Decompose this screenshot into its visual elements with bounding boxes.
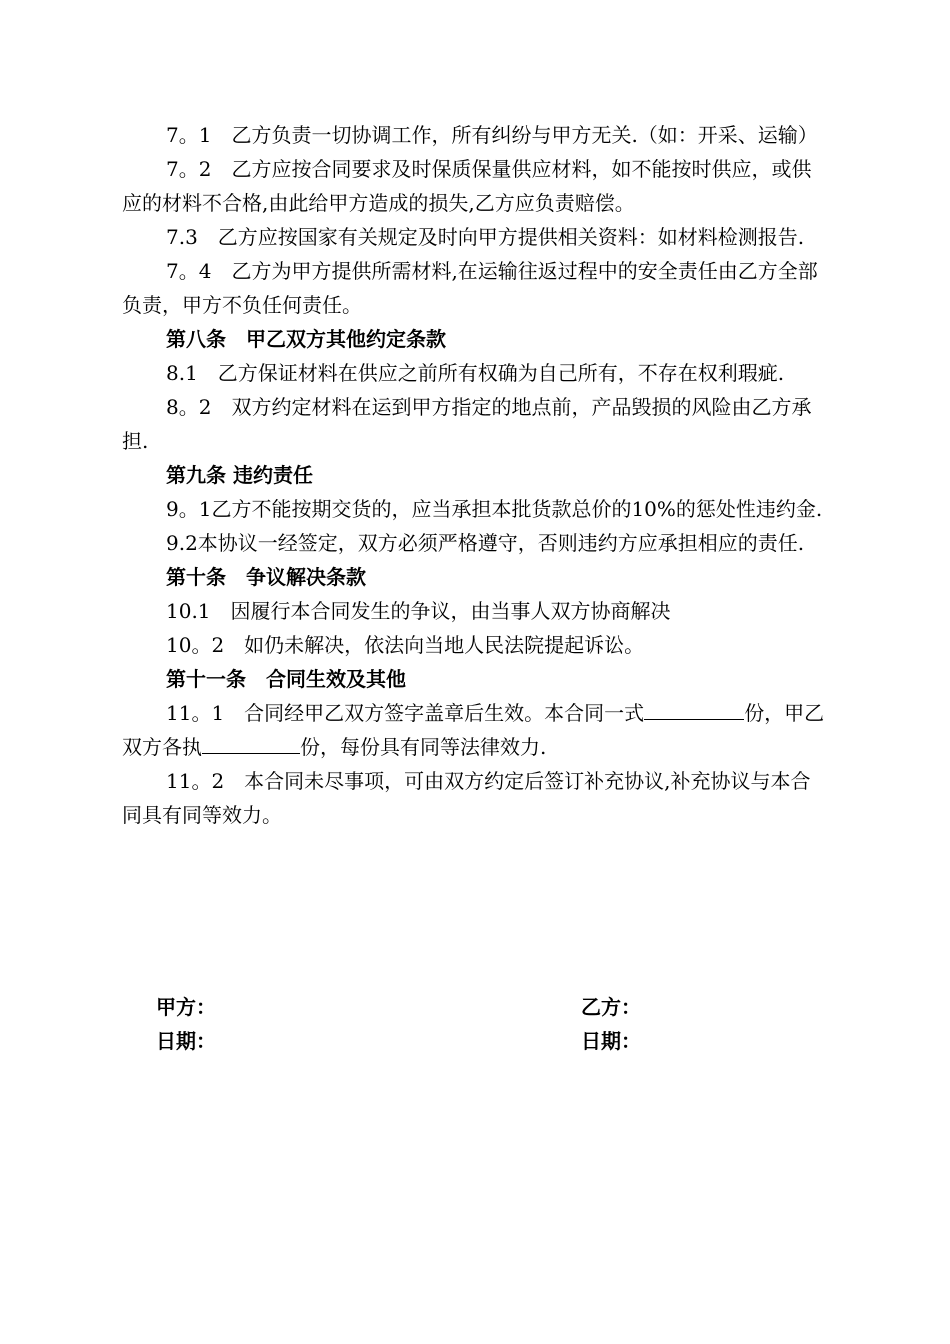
date-b-label: 日期： [581,1029,641,1053]
clause-9-1: 9。1乙方不能按期交货的，应当承担本批货款总价的10%的惩处性违约金. [166,497,823,521]
clause-7-1: 7。1 乙方负责一切协调工作，所有纠纷与甲方无关.（如：开采、运输） [166,123,818,147]
clause-11-2: 11。2 本合同未尽事项，可由双方约定后签订补充协议,补充协议与本合同具有同等效力。 [122,769,811,827]
clause-10-1: 10.1 因履行本合同发生的争议，由当事人双方协商解决 [166,599,671,623]
clause-11-1-part2: 份，甲乙双方各执 [122,701,825,759]
clause-9-2: 9.2本协议一经签定，双方必须严格遵守，否则违约方应承担相应的责任. [166,531,805,555]
clause-11-1-part1: 11。1 合同经甲乙双方签字盖章后生效。本合同一式 [166,701,645,725]
copies-each-blank[interactable] [202,733,300,754]
clause-8-1: 8.1 乙方保证材料在供应之前所有权确为自己所有，不存在权利瑕疵. [166,361,785,385]
party-a-label: 甲方： [156,995,216,1019]
clause-7-3: 7.3 乙方应按国家有关规定及时向甲方提供相关资料：如材料检测报告. [166,225,805,249]
party-b-label: 乙方： [581,995,641,1019]
article-8-heading: 第八条 甲乙双方其他约定条款 [166,327,446,351]
clause-11-1-part3: 份，每份具有同等法律效力. [300,735,547,759]
article-10-heading: 第十条 争议解决条款 [166,565,366,589]
clause-7-4: 7。4 乙方为甲方提供所需材料,在运输往返过程中的安全责任由乙方全部负责，甲方不负任何责任。 [122,259,818,317]
clause-8-2: 8。2 双方约定材料在运到甲方指定的地点前，产品毁损的风险由乙方承担. [122,395,812,453]
contract-body [122,118,828,832]
clause-7-2: 7。2 乙方应按合同要求及时保质保量供应材料，如不能按时供应，或供应的材料不合格,由此给甲方造成的损失,乙方应负责赔偿。 [122,157,812,215]
clause-10-2: 10。2 如仍未解决，依法向当地人民法院提起诉讼。 [166,633,645,657]
article-9-heading: 第九条 违约责任 [166,463,313,487]
clause-11-1 [122,696,828,764]
article-11-heading: 第十一条 合同生效及其他 [166,667,406,691]
date-a-label: 日期： [156,1029,216,1053]
copies-blank[interactable] [644,699,744,720]
